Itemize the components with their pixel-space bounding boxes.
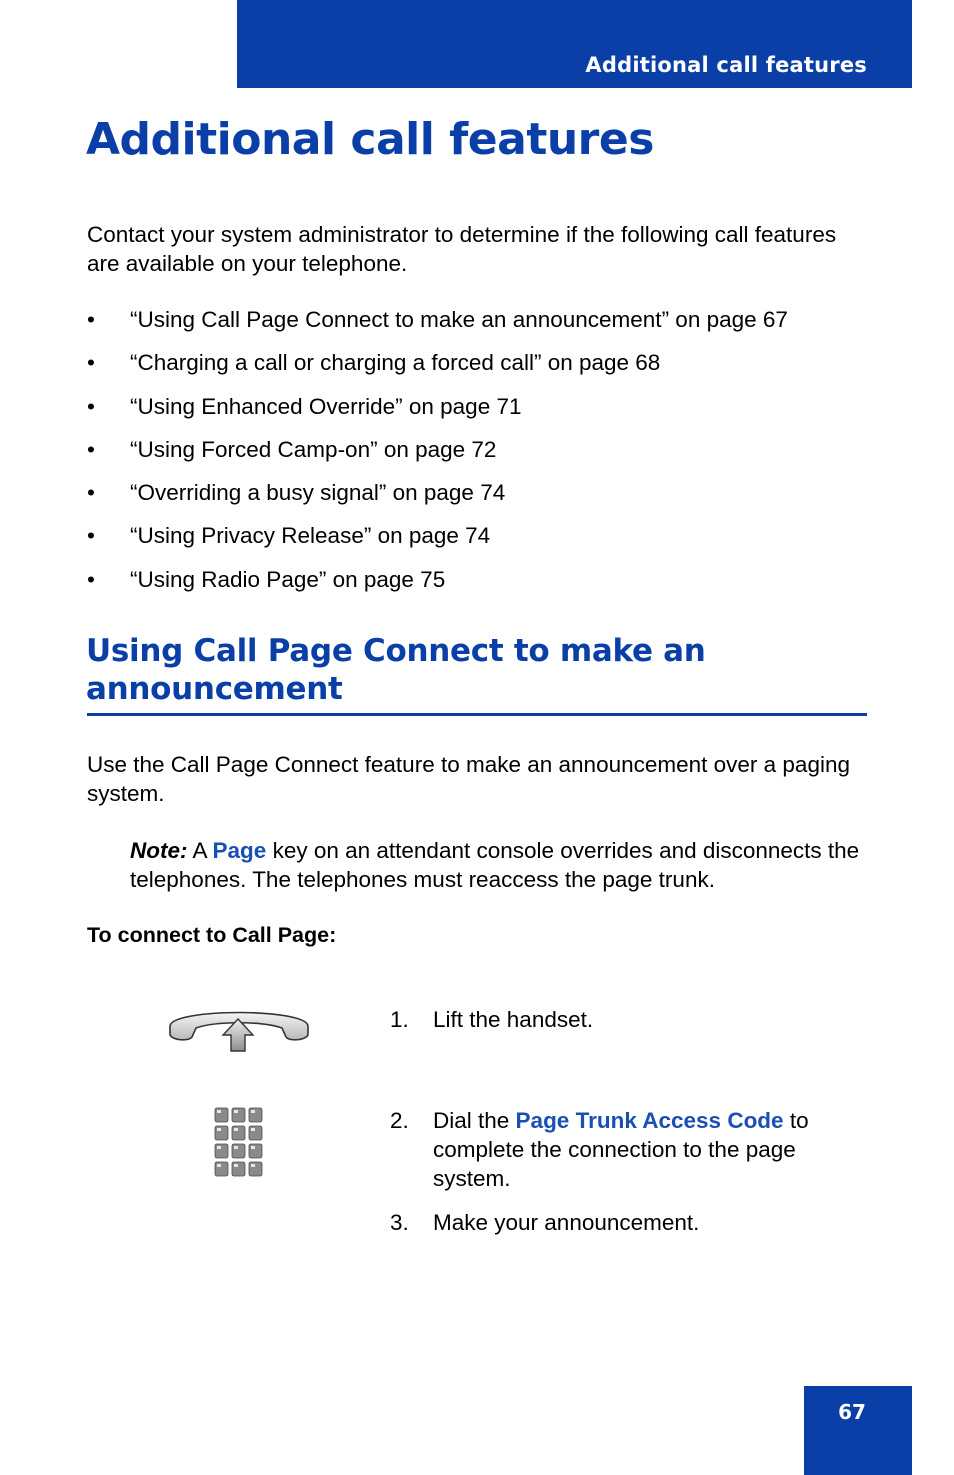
list-item[interactable]: • “Using Call Page Connect to make an announcement” on page 67 — [87, 307, 788, 332]
page-trunk-access-code: Page Trunk Access Code — [515, 1108, 784, 1133]
procedure-heading: To connect to Call Page: — [87, 923, 337, 947]
section-rule — [87, 713, 867, 716]
step-1: 1. Lift the handset. — [390, 1007, 594, 1032]
list-item[interactable]: • “Overriding a busy signal” on page 74 — [87, 480, 506, 506]
note-label: Note: — [130, 838, 188, 863]
dialpad-icon — [214, 1107, 264, 1177]
page-key-name: Page — [212, 838, 267, 863]
note: Note: A Page key on an attendant console overrides and disconnects the telephones. The telephones must reaccess the page trunk. — [130, 838, 860, 892]
section-heading: Using Call Page Connect to make an announcement — [86, 633, 706, 707]
step-3: 3. Make your announcement. — [390, 1210, 700, 1235]
step-2: 2. Dial the Page Trunk Access Code to complete the connection to the page system. — [390, 1108, 809, 1191]
page-number-box — [804, 1386, 912, 1475]
list-item[interactable]: • “Using Forced Camp-on” on page 72 — [87, 436, 497, 462]
list-item[interactable]: • “Charging a call or charging a forced call” on page 68 — [87, 350, 661, 376]
running-title: Additional call features — [585, 53, 867, 77]
page-title: Additional call features — [86, 114, 654, 165]
intro-paragraph: Contact your system administrator to determine if the following call features are available on your telephone. — [87, 222, 837, 276]
list-item[interactable]: • “Using Privacy Release” on page 74 — [87, 523, 491, 549]
list-item[interactable]: • “Using Radio Page” on page 75 — [87, 566, 446, 592]
lift-handset-icon — [166, 1004, 312, 1052]
list-item[interactable]: • “Using Enhanced Override” on page 71 — [87, 393, 522, 419]
header-bar — [237, 0, 912, 88]
feature-list — [87, 307, 788, 610]
section-body: Use the Call Page Connect feature to make an announcement over a paging system. — [87, 752, 850, 806]
page-number: 67 — [838, 1400, 866, 1424]
